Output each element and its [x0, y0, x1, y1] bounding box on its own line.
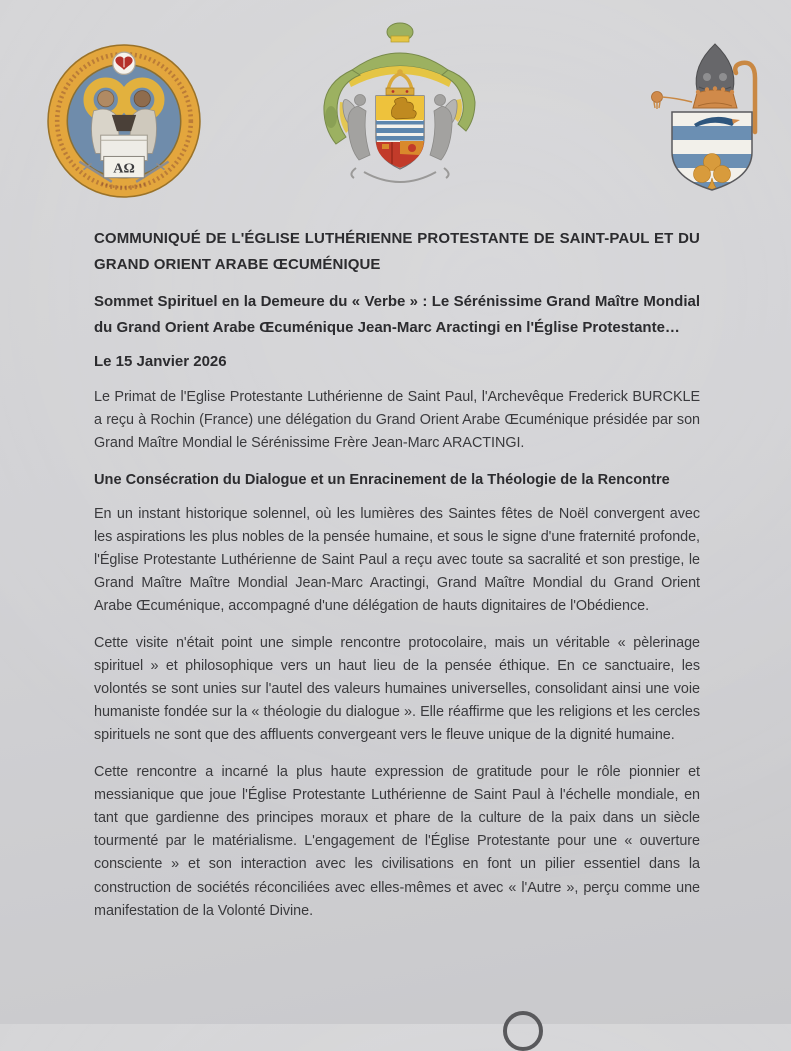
- paragraph-2: En un instant historique solennel, où les lumières des Saintes fêtes de Noël convergent avec les aspirations les plus nobles de la pensée humaine, et sous le signe d'une fraternité profonde, l'Église Protestante Luthérienne de Saint Paul a reçu avec toute sa sacralité et son prestige, le Grand Maître Maître Mondial Jean-Marc Aractingi, Grand Maître Mondial du Grand Orient Arabe Œcuménique, accompagné d'une délégation de hauts dignitaires de l'Obédience.: [94, 505, 700, 615]
- partial-seal-arc: [503, 1011, 543, 1051]
- paragraph-intro: Le Primat de l'Eglise Protestante Luthérienne de Saint Paul, l'Archevêque Frederick BURCKLE a reçu à Rochin (France) une délégation du Grand Orient Arabe Œcuménique présidée par son Grand Maître Mondial le Sérénissime Frère Jean-Marc ARACTINGI.: [94, 389, 700, 452]
- document-date: Le 15 Janvier 2026: [94, 353, 227, 370]
- paragraph-4: Cette rencontre a incarné la plus haute expression de gratitude pour le rôle pionnier et messianique que joue l'Église Protestante Luthérienne de Saint Paul à l'échelle mondiale, en tant que gardienne des principes moraux et phare de la culture de la paix dans un siècle tourmenté par le matérialisme. L'engagement de l'Église Protestante pour une « ouverture consciente » et son interaction avec les civilisations en font un pilier essentiel dans la construction de sociétés réconciliées avec elles-mêmes et avec « l'Autre », perçu comme une manifestation de la Volonté Divine.: [94, 763, 700, 919]
- tassel-icon: [652, 92, 693, 110]
- alpha-omega-banner: [104, 156, 145, 177]
- archbishop-coat-of-arms-logo: [648, 40, 772, 198]
- luther-rose-icon: [113, 52, 135, 74]
- document-title: COMMUNIQUÉ DE L'ÉGLISE LUTHÉRIENNE PROTESTANTE DE SAINT-PAUL ET DU GRAND ORIENT ARABE ŒCUMÉNIQUE: [94, 230, 700, 273]
- paragraph-3: Cette visite n'était point une simple rencontre protocolaire, mais un véritable « pèlerinage spirituel » et philosophique vers un haut lieu de la pensée éthique. En ce sanctuaire, les volontés se sont unies sur l'autel des valeurs humaines universelles, consolidant ainsi une voie humaniste fondée sur la « théologie du dialogue ». Elle réaffirme que les religions et les cercles spirituels ne sont que des affluents convergeant vers le fleuve unique de la dignité humaine.: [94, 634, 700, 744]
- saint-paul-church-seal-logo: [45, 42, 203, 200]
- alpha-omega-text: AΩ: [113, 160, 135, 177]
- base-scrollwork: [351, 168, 448, 182]
- document-headline: Sommet Spirituel en la Demeure du « Verbe » : Le Sérénissime Grand Maître Mondial du Grand Orient Arabe Œcuménique Jean-Marc Aractingi en l'Église Protestante…: [94, 293, 700, 336]
- bishop-shield: [672, 112, 752, 196]
- center-shield: [376, 96, 424, 169]
- grand-orient-coat-of-arms-logo: [296, 20, 504, 218]
- document-body: [94, 226, 700, 936]
- section-heading: Une Consécration du Dialogue et un Enracinement de la Théologie de la Rencontre: [94, 471, 670, 488]
